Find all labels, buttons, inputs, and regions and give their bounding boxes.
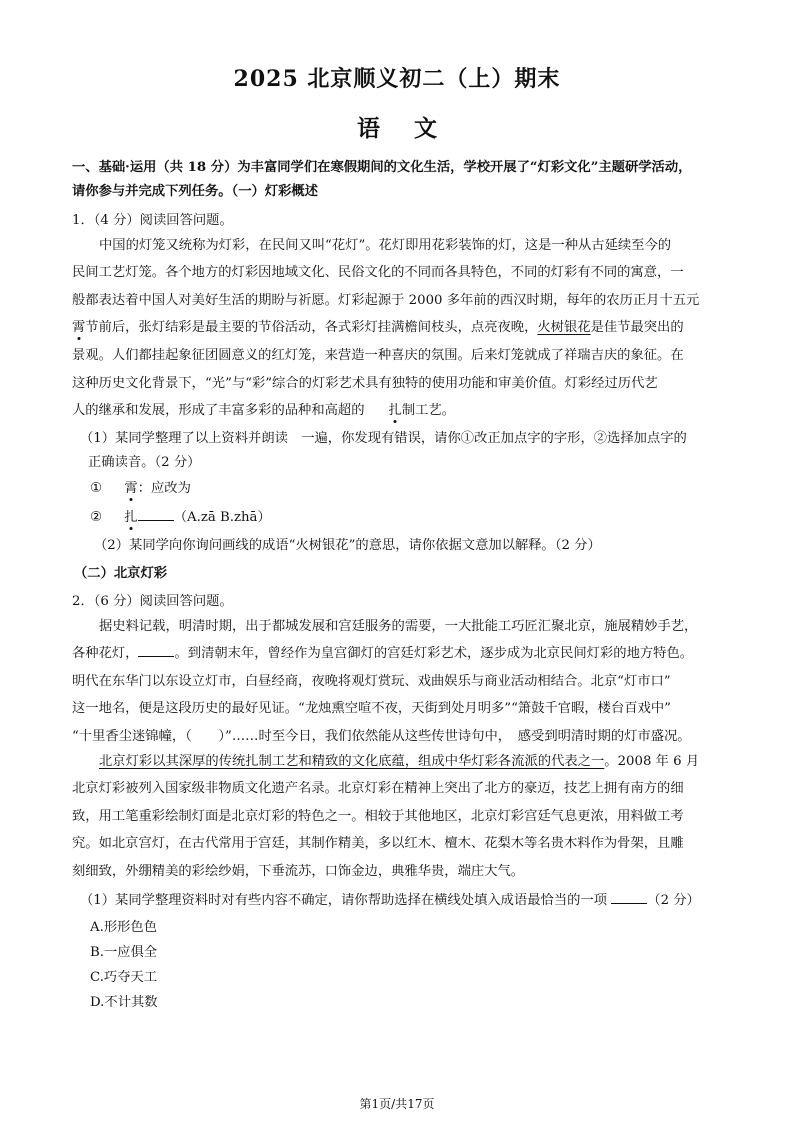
passage2-line: 这一地名，便是这段历史的最好见证。“龙烛熏空喧不夜，天街到处月明多”“箫鼓千官暇，楼台百戏中”	[72, 701, 671, 716]
option-char: 扎	[124, 510, 138, 525]
choice-b[interactable]: B.一应俱全	[90, 945, 158, 960]
passage2-body	[72, 640, 724, 750]
passage1-line: 这种历史文化背景下，“光”与“彩”综合的灯彩艺术具有独特的使用功能和审美价值。灯彩经过历代艺	[72, 375, 658, 391]
passage2-line: 据史料记载，明清时期，出于都城发展和宫廷服务的需要，一大批能工巧匠汇聚北京，施展精妙手艺，	[99, 619, 698, 634]
section2-heading: （二）北京灯彩	[74, 566, 168, 581]
passage3-line	[72, 748, 724, 776]
passage2-line: 明代在东华门以东设立灯市，白昼经商，夜晚将观灯赏玩、戏曲娱乐与商业活动相结合。北京“灯市口”	[72, 673, 671, 689]
passage3-line: 刻细致，外绷精美的彩绘纱娟，下垂流苏，口饰金边，典雅华贵，端庄大气。	[72, 863, 525, 879]
sub-question-1-1: （1）某同学整理了以上资料并朗读 一遍，你发现有错误，请你①改正加点字的字形，②选择加点字的	[80, 431, 687, 446]
passage2-text: 。到清朝末年，曾经作为皇宫御灯的宫廷灯彩艺术，逐步成为北京民间灯彩的地方特色。	[174, 646, 694, 661]
passage3-text: 。2008 年 6 月	[604, 754, 700, 769]
passage1	[72, 232, 724, 260]
passage1-line	[72, 397, 724, 425]
sub-question-1-2: （2）某同学向你询问画线的成语“火树银花”的意思，请你依据文意加以解释。（2 分）	[94, 538, 601, 553]
passage2-line	[72, 640, 724, 668]
passage1-body	[72, 259, 724, 342]
question1-label: 1．（4 分）阅读回答问题。	[72, 213, 233, 228]
passage3-line: 致，用工笔重彩绘制灯面是北京灯彩的特色之一。相较于其他地区，北京灯彩宫廷气息更浓，用料做工考	[72, 808, 684, 824]
passage2-line: “十里香尘迷锦幢，（ ）”……时至今日，我们依然能从这些传世诗句中， 感受到明清时期的灯市盛况。	[72, 728, 691, 744]
sub-question-1-1-cont: 正确读音。（2 分）	[88, 455, 201, 470]
document-title: 2025 北京顺义初二（上）期末	[233, 66, 561, 92]
passage1-text: 节前后，张灯结彩是最主要的节俗活动，各式彩灯挂满檐间枝头，点亮夜晚，	[85, 320, 538, 335]
option-1	[90, 477, 191, 496]
underlined-idiom: 火树银花	[537, 320, 591, 335]
passage2	[72, 613, 724, 641]
passage3	[72, 748, 724, 776]
choice-d[interactable]: D.不计其数	[90, 995, 158, 1010]
passage1-line	[72, 314, 724, 342]
option-text: ：应改为	[137, 481, 191, 496]
passage1-text: 人的继承和发展，形成了丰富多彩的品种和高超的	[72, 403, 365, 418]
option-char: 霄	[124, 481, 138, 496]
choice-a[interactable]: A.形形色色	[90, 920, 158, 935]
passage1-line: 景观。人们都挂起象征团圆意义的红灯笼，来营造一种喜庆的氛围。后来灯笼就成了祥瑞吉庆的象征。在	[72, 348, 684, 363]
score-label: （2 分）	[647, 893, 700, 908]
answer-blank[interactable]	[611, 891, 647, 904]
option-2	[90, 506, 271, 525]
passage3-line: 究。如北京宫灯，在古代常用于宫廷，其制作精美，多以红木、檀木、花梨木等名贵木料作为骨架，且雕	[72, 836, 684, 851]
sub-question-2-1	[80, 889, 700, 908]
option-number: ②	[90, 510, 102, 525]
passage1-text: 制工艺。	[401, 403, 456, 418]
passage1-line: 民间工艺灯笼。各个地方的灯彩因地域文化、民俗文化的不同而各具特色，不同的灯彩有不同的寓意，一	[72, 265, 684, 280]
passage1-body2	[72, 342, 724, 425]
answer-blank[interactable]	[138, 644, 174, 657]
subject-title: 语文	[357, 115, 471, 142]
passage1-text: 是佳节最突出的	[590, 320, 684, 335]
question2-label: 2．（6 分）阅读回答问题。	[72, 594, 233, 609]
section1-heading-line1: 一、基础·运用（共 18 分）为丰富同学们在寒假期间的文化生活，学校开展了“灯彩文化”主题研学活动，	[72, 160, 692, 175]
choice-c[interactable]: C.巧夺天工	[90, 970, 158, 985]
passage1-line: 般都表达着中国人对美好生活的期盼与祈愿。灯彩起源于 2000 多年前的西汉时期，每年的农历正月十五元	[72, 292, 700, 308]
passage1-line: 中国的灯笼又统称为灯彩，在民间又叫“花灯”。花灯即用花彩装饰的灯，这是一种从古延续至今的	[99, 238, 672, 253]
page-footer: 第1页/共17页	[359, 1097, 435, 1111]
sub-question-text: （1）某同学整理资料时对有些内容不确定，请你帮助选择在横线处填入成语最恰当的一项	[80, 893, 608, 908]
answer-blank[interactable]	[138, 508, 174, 521]
section1-heading-line2: 请你参与并完成下列任务。（一）灯彩概述	[72, 184, 318, 199]
passage3-line: 北京灯彩被列入国家级非物质文化遗产名录。北京灯彩在精神上突出了北方的豪迈，技艺上拥有南方的细	[72, 781, 684, 796]
passage2-text: 各种花灯，	[72, 646, 139, 661]
dotted-char-xiao: 霄	[72, 320, 86, 335]
passage3-body	[72, 775, 724, 885]
option-text: （A.zā B.zhā）	[173, 510, 271, 525]
dotted-char-za: 扎	[388, 403, 402, 418]
option-number: ①	[90, 481, 102, 496]
underlined-sentence: 北京灯彩以其深厚的传统扎制工艺和精致的文化底蕴，组成中华灯彩各流派的代表之一	[99, 754, 605, 769]
